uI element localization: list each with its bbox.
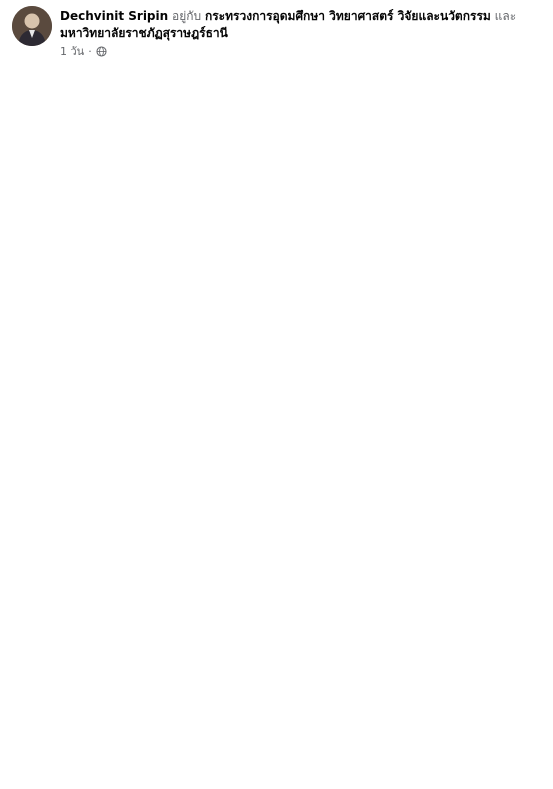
globe-icon[interactable] (96, 46, 107, 57)
author-avatar[interactable] (12, 6, 52, 46)
tagged-org-primary-link[interactable]: กระทรวงการอุดมศึกษา วิทยาศาสตร์ วิจัยและนวัตกรรม (204, 9, 491, 23)
post-timestamp-link[interactable]: 1 วัน (60, 45, 85, 58)
author-name-link[interactable]: Dechvinit Sripin (60, 9, 169, 23)
and-label: และ (494, 9, 517, 23)
with-label: อยู่กับ (172, 9, 202, 23)
post-body (12, 66, 541, 729)
post-attribution-line (60, 8, 541, 42)
post-header-text (60, 6, 541, 60)
tagged-org-secondary-link[interactable]: มหาวิทยาลัยราชภัฏสุราษฎร์ธานี (60, 26, 228, 40)
meta-separator: · (88, 45, 92, 58)
post-paragraph-1 (12, 66, 541, 663)
post-meta (60, 43, 541, 60)
post-header (12, 6, 541, 60)
post-paragraph-2 (12, 679, 541, 729)
avatar-portrait-icon (12, 6, 52, 46)
